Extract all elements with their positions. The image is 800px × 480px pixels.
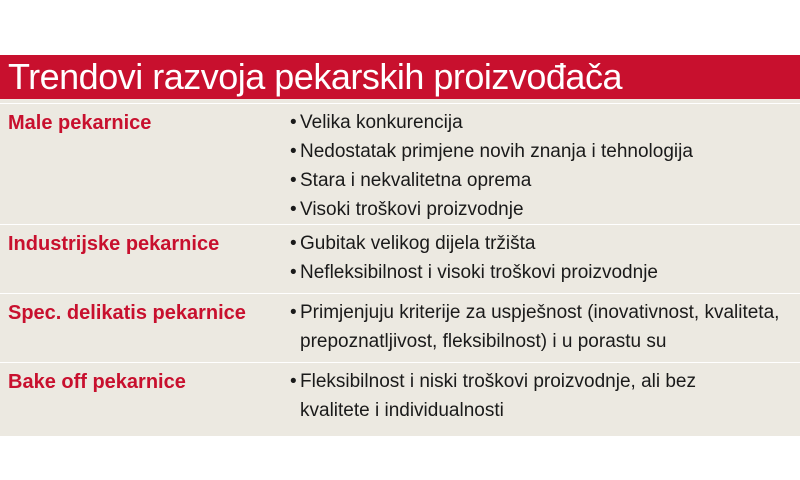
bullet-icon: • xyxy=(290,371,297,392)
list-item: • Fleksibilnost i niski troškovi proizvodnje, ali bez kvalitete i individualnosti xyxy=(290,367,710,425)
list-item: • Visoki troškovi proizvodnje xyxy=(290,195,800,224)
list-item: • Primjenjuju kriterije za uspješnost (inovativnost, kvaliteta, prepoznatljivost, fleksibilnost) i u porastu su xyxy=(290,298,795,356)
table-row xyxy=(0,103,800,223)
table-title: Trendovi razvoja pekarskih proizvođača xyxy=(0,55,800,99)
item-list xyxy=(290,108,800,224)
item-list xyxy=(290,298,795,356)
bullet-icon: • xyxy=(290,233,297,254)
bullet-icon: • xyxy=(290,170,297,191)
row-label-industrijske-pekarnice: Industrijske pekarnice xyxy=(8,233,220,255)
row-label-male-pekarnice: Male pekarnice xyxy=(8,112,152,134)
row-label-spec-delikatis-pekarnice: Spec. delikatis pekarnice xyxy=(8,302,246,324)
list-item: • Nefleksibilnost i visoki troškovi proizvodnje xyxy=(290,258,800,287)
list-item: • Velika konkurencija xyxy=(290,108,800,137)
table-row xyxy=(0,224,800,292)
list-item: • Nedostatak primjene novih znanja i tehnologija xyxy=(290,137,800,166)
bullet-icon: • xyxy=(290,112,297,133)
row-label-bake-off-pekarnice: Bake off pekarnice xyxy=(8,371,186,393)
item-list xyxy=(290,367,710,425)
bullet-icon: • xyxy=(290,262,297,283)
bullet-icon: • xyxy=(290,141,297,162)
table-row xyxy=(0,293,800,361)
item-list xyxy=(290,229,800,287)
table-row xyxy=(0,362,800,436)
list-item: • Gubitak velikog dijela tržišta xyxy=(290,229,800,258)
bullet-icon: • xyxy=(290,199,297,220)
bullet-icon: • xyxy=(290,302,297,323)
list-item: • Stara i nekvalitetna oprema xyxy=(290,166,800,195)
